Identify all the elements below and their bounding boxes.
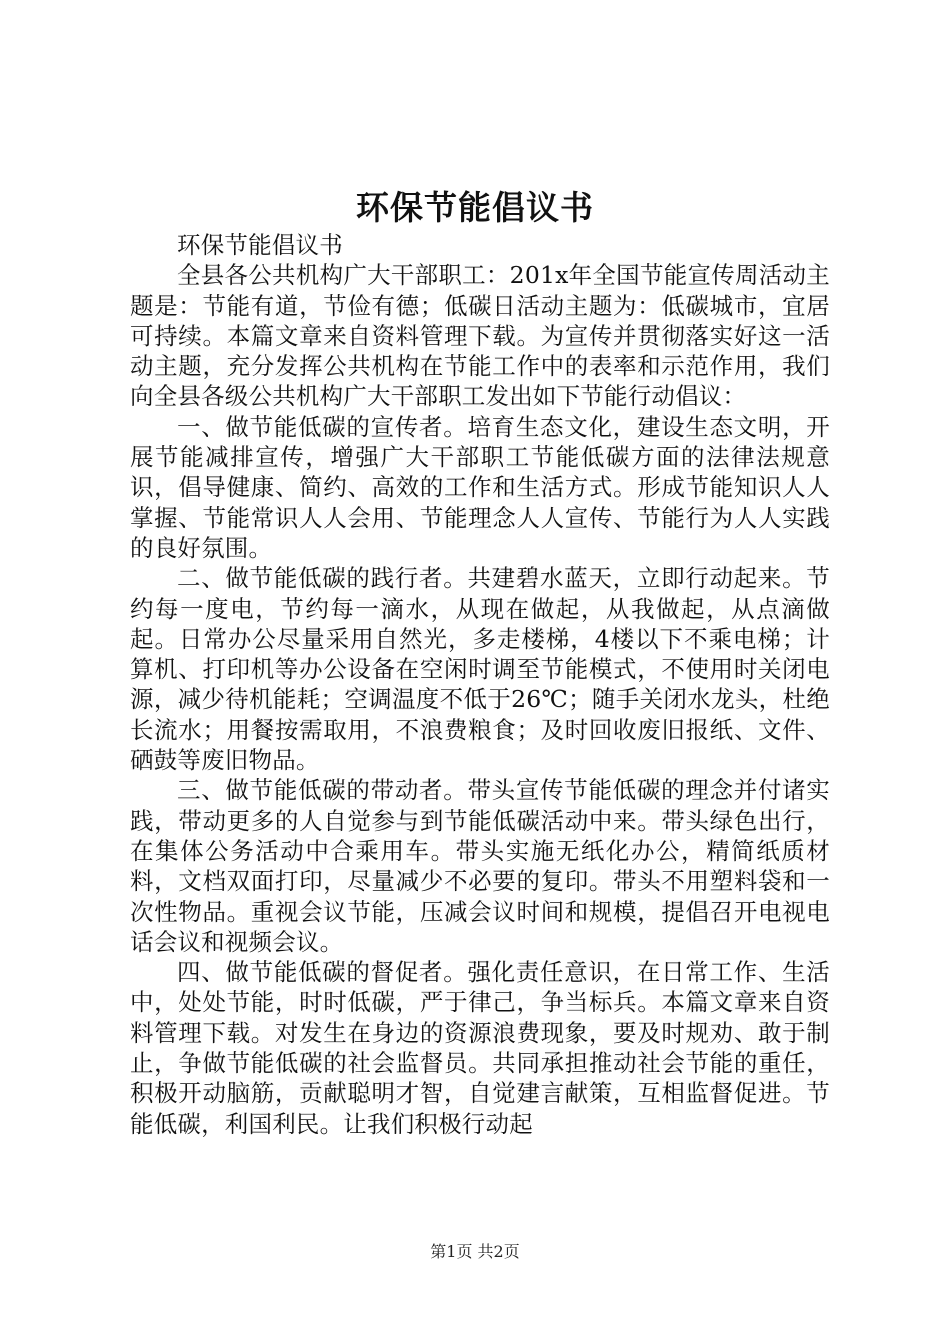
paragraph-subtitle: 环保节能倡议书	[177, 231, 343, 259]
document-title: 环保节能倡议书	[356, 188, 594, 227]
paragraph-point-2: 二、做节能低碳的践行者。共建碧水蓝天，立即行动起来。节约每一度电，节约每一滴水，从现在做起，从我做起，从点滴做起。日常办公尽量采用自然光，多走楼梯，4楼以下不乘电梯；计算机、打印机等办公设备在空闲时调至节能模式，不使用时关闭电源，减少待机能耗；空调温度不低于26℃；随手关闭水龙头，杜绝长流水；用餐按需取用，不浪费粮食；及时回收废旧报纸、文件、硒鼓等废旧物品。	[130, 564, 830, 775]
paragraph-point-1: 一、做节能低碳的宣传者。培育生态文化，建设生态文明，开展节能减排宣传，增强广大干部职工节能低碳方面的法律法规意识，倡导健康、简约、高效的工作和生活方式。形成节能知识人人掌握、节能常识人人会用、节能理念人人宣传、节能行为人人实践的良好氛围。	[130, 412, 830, 562]
paragraph-point-4: 四、做节能低碳的督促者。强化责任意识，在日常工作、生活中，处处节能，时时低碳，严于律己，争当标兵。本篇文章来自资料管理下载。对发生在身边的资源浪费现象，要及时规劝、敢于制止，争做节能低碳的社会监督员。共同承担推动社会节能的重任，积极开动脑筋，贡献聪明才智，自觉建言献策，互相监督促进。节能低碳，利国利民。让我们积极行动起	[130, 958, 830, 1138]
page-number-footer: 第1页 共2页	[430, 1242, 520, 1261]
paragraph-salutation: 全县各公共机构广大干部职工：201x年全国节能宣传周活动主题是：节能有道，节俭有德；低碳日活动主题为：低碳城市，宜居可持续。本篇文章来自资料管理下载。为宣传并贯彻落实好这一活动主题，充分发挥公共机构在节能工作中的表率和示范作用，我们向全县各级公共机构广大干部职工发出如下节能行动倡议：	[130, 261, 830, 411]
document-body	[130, 230, 830, 1139]
paragraph-point-3: 三、做节能低碳的带动者。带头宣传节能低碳的理念并付诸实践，带动更多的人自觉参与到节能低碳活动中来。带头绿色出行，在集体公务活动中合乘用车。带头实施无纸化办公，精简纸质材料，文档双面打印，尽量减少不必要的复印。带头不用塑料袋和一次性物品。重视会议节能，压减会议时间和规模，提倡召开电视电话会议和视频会议。	[130, 776, 830, 956]
